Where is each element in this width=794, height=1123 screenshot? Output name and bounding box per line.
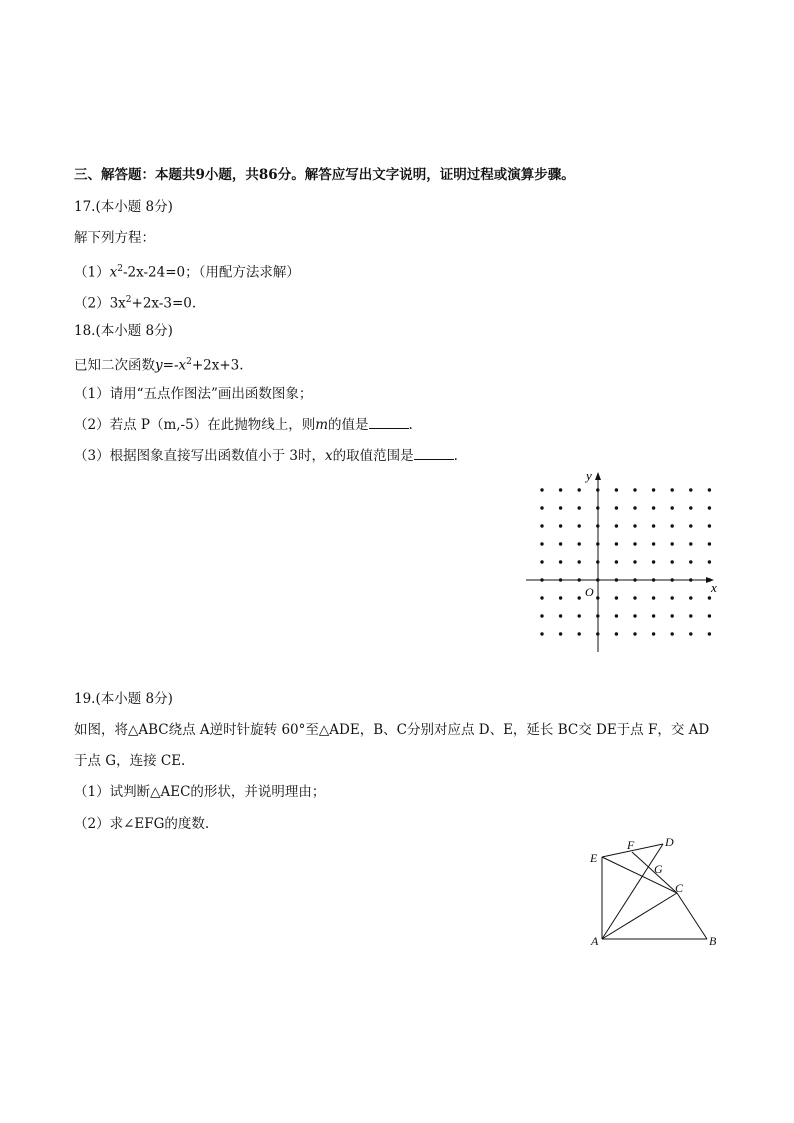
q18-stem-exp: 2 <box>186 357 192 367</box>
grid-dot <box>615 524 618 527</box>
q17-p2-a: 3x <box>109 295 126 312</box>
grid-dot <box>671 632 674 635</box>
label-B: B <box>709 934 717 948</box>
grid-dot <box>652 524 655 527</box>
segment-AC <box>602 893 677 939</box>
q19-number: 19.(本小题 8分) <box>74 691 173 707</box>
grid-dot <box>615 560 618 563</box>
grid-dot <box>652 542 655 545</box>
q17-p2-prefix: （2） <box>74 295 110 312</box>
grid-dot <box>652 632 655 635</box>
grid-dot <box>559 560 562 563</box>
q18-stem-y: y=-x <box>155 357 187 374</box>
q17-p1-exp: 2 <box>117 264 123 274</box>
q19-part2: （2）求∠EFG的度数. <box>74 816 210 832</box>
answer-blank <box>414 447 454 460</box>
grid-dot <box>671 596 674 599</box>
grid-dot <box>689 614 692 617</box>
grid-dot <box>633 524 636 527</box>
q18-stem-prefix: 已知二次函数 <box>74 357 155 374</box>
answer-blank <box>369 416 409 429</box>
q18-part2 <box>74 416 413 434</box>
segment-AD <box>602 844 663 939</box>
q17-stem: 解下列方程： <box>74 230 155 246</box>
q18-p2-a: （2）若点 P（m,-5）在此抛物线上，则 <box>74 417 316 433</box>
grid-dot <box>671 614 674 617</box>
label-D: D <box>665 835 674 849</box>
y-axis-label: y <box>586 468 592 483</box>
grid-dot <box>540 632 543 635</box>
grid-dot <box>633 542 636 545</box>
grid-dot <box>615 596 618 599</box>
grid-dot <box>671 506 674 509</box>
segment-BC <box>677 893 707 939</box>
grid-dot <box>689 488 692 491</box>
q17-number: 17.(本小题 8分) <box>74 199 173 215</box>
x-axis-label: x <box>711 580 717 595</box>
grid-dot <box>559 542 562 545</box>
grid-dot <box>708 524 711 527</box>
q17-p1-rest: -2x-24=0；（用配方法求解） <box>122 264 300 281</box>
grid-dot <box>578 524 581 527</box>
grid-dot <box>578 596 581 599</box>
label-F: F <box>627 838 635 852</box>
label-A: A <box>591 934 599 948</box>
heading-prefix: 三、解答题：本题共 <box>74 167 196 183</box>
dot-grid-graph <box>520 466 725 656</box>
q19-part1: （1）试判断△AEC的形状，并说明理由； <box>74 784 326 800</box>
triangle-rotation-figure <box>585 832 725 957</box>
grid-dot <box>633 614 636 617</box>
grid-dot <box>689 506 692 509</box>
grid-dot <box>540 488 543 491</box>
grid-dot <box>633 632 636 635</box>
q19-stem-line1: 如图，将△ABC绕点 A逆时针旋转 60°至△ADE，B、C分别对应点 D、E，延长 BC交 DE于点 F，交 AD <box>74 722 710 738</box>
q18-part3 <box>74 447 458 465</box>
grid-dots <box>540 488 711 635</box>
grid-dot <box>689 632 692 635</box>
grid-dot <box>689 560 692 563</box>
grid-dot <box>615 488 618 491</box>
grid-dot <box>708 560 711 563</box>
label-C: C <box>675 881 684 895</box>
grid-dot <box>671 524 674 527</box>
grid-dot <box>559 506 562 509</box>
grid-dot <box>652 560 655 563</box>
grid-dot <box>652 596 655 599</box>
q17-p1-x: x <box>109 264 118 281</box>
grid-dot <box>633 506 636 509</box>
grid-dot <box>652 614 655 617</box>
grid-dot <box>578 614 581 617</box>
grid-dot <box>633 596 636 599</box>
grid-dot <box>652 506 655 509</box>
grid-dot <box>671 488 674 491</box>
y-axis-arrow <box>595 472 601 480</box>
grid-dot <box>578 506 581 509</box>
q18-p2-end: . <box>408 417 413 433</box>
grid-dot <box>689 596 692 599</box>
grid-dot <box>633 488 636 491</box>
q19-stem-line2: 于点 G，连接 CE. <box>74 753 186 769</box>
q17-p1-prefix: （1） <box>74 264 110 281</box>
grid-dot <box>615 632 618 635</box>
grid-dot <box>578 560 581 563</box>
heading-mid: 小题，共 <box>204 167 259 183</box>
q17-p2-rest: +2x-3=0. <box>131 295 197 312</box>
grid-dot <box>689 542 692 545</box>
grid-dot <box>559 632 562 635</box>
grid-dot <box>578 632 581 635</box>
grid-dot <box>615 506 618 509</box>
grid-dot <box>615 542 618 545</box>
grid-dot <box>540 560 543 563</box>
label-G: G <box>654 862 663 876</box>
grid-dot <box>671 542 674 545</box>
grid-dot <box>559 488 562 491</box>
q18-p2-m: m <box>315 417 329 433</box>
grid-dot <box>671 560 674 563</box>
q17-part2 <box>74 291 196 313</box>
q17-p2-exp: 2 <box>125 295 132 305</box>
q18-number: 18.(本小题 8分) <box>74 323 173 339</box>
heading-suffix: 分。解答应写出文字说明，证明过程或演算步骤。 <box>277 167 575 183</box>
grid-dot <box>708 632 711 635</box>
grid-dot <box>578 542 581 545</box>
grid-dot <box>578 488 581 491</box>
grid-dot <box>708 596 711 599</box>
label-E: E <box>590 851 598 865</box>
origin-label: O <box>585 585 594 599</box>
heading-score: 86 <box>258 167 278 183</box>
q18-part1: （1）请用“五点作图法”画出函数图象； <box>74 386 313 402</box>
grid-dot <box>540 596 543 599</box>
segment-CE <box>602 857 677 893</box>
grid-dot <box>689 524 692 527</box>
q18-stem <box>74 353 244 375</box>
grid-dot <box>708 542 711 545</box>
q18-p3-x: x <box>324 448 333 464</box>
grid-dot <box>540 524 543 527</box>
grid-dot <box>559 614 562 617</box>
grid-dot <box>540 614 543 617</box>
grid-dot <box>652 488 655 491</box>
grid-dot <box>708 614 711 617</box>
grid-dot <box>540 542 543 545</box>
grid-dot <box>633 560 636 563</box>
q17-part1 <box>74 260 300 282</box>
grid-dot <box>615 614 618 617</box>
q18-p3-end: . <box>453 448 458 464</box>
q18-p2-b: 的值是 <box>328 417 369 433</box>
heading-count: 9 <box>195 167 205 183</box>
q18-p3-a: （3）根据图象直接写出函数值小于 3时， <box>74 448 325 464</box>
grid-dot <box>559 524 562 527</box>
q18-stem-rest: +2x+3. <box>191 357 244 374</box>
section-heading <box>74 166 575 184</box>
grid-dot <box>708 506 711 509</box>
grid-dot <box>708 488 711 491</box>
q18-p3-b: 的取值范围是 <box>332 448 414 464</box>
grid-dot <box>559 596 562 599</box>
grid-dot <box>540 506 543 509</box>
